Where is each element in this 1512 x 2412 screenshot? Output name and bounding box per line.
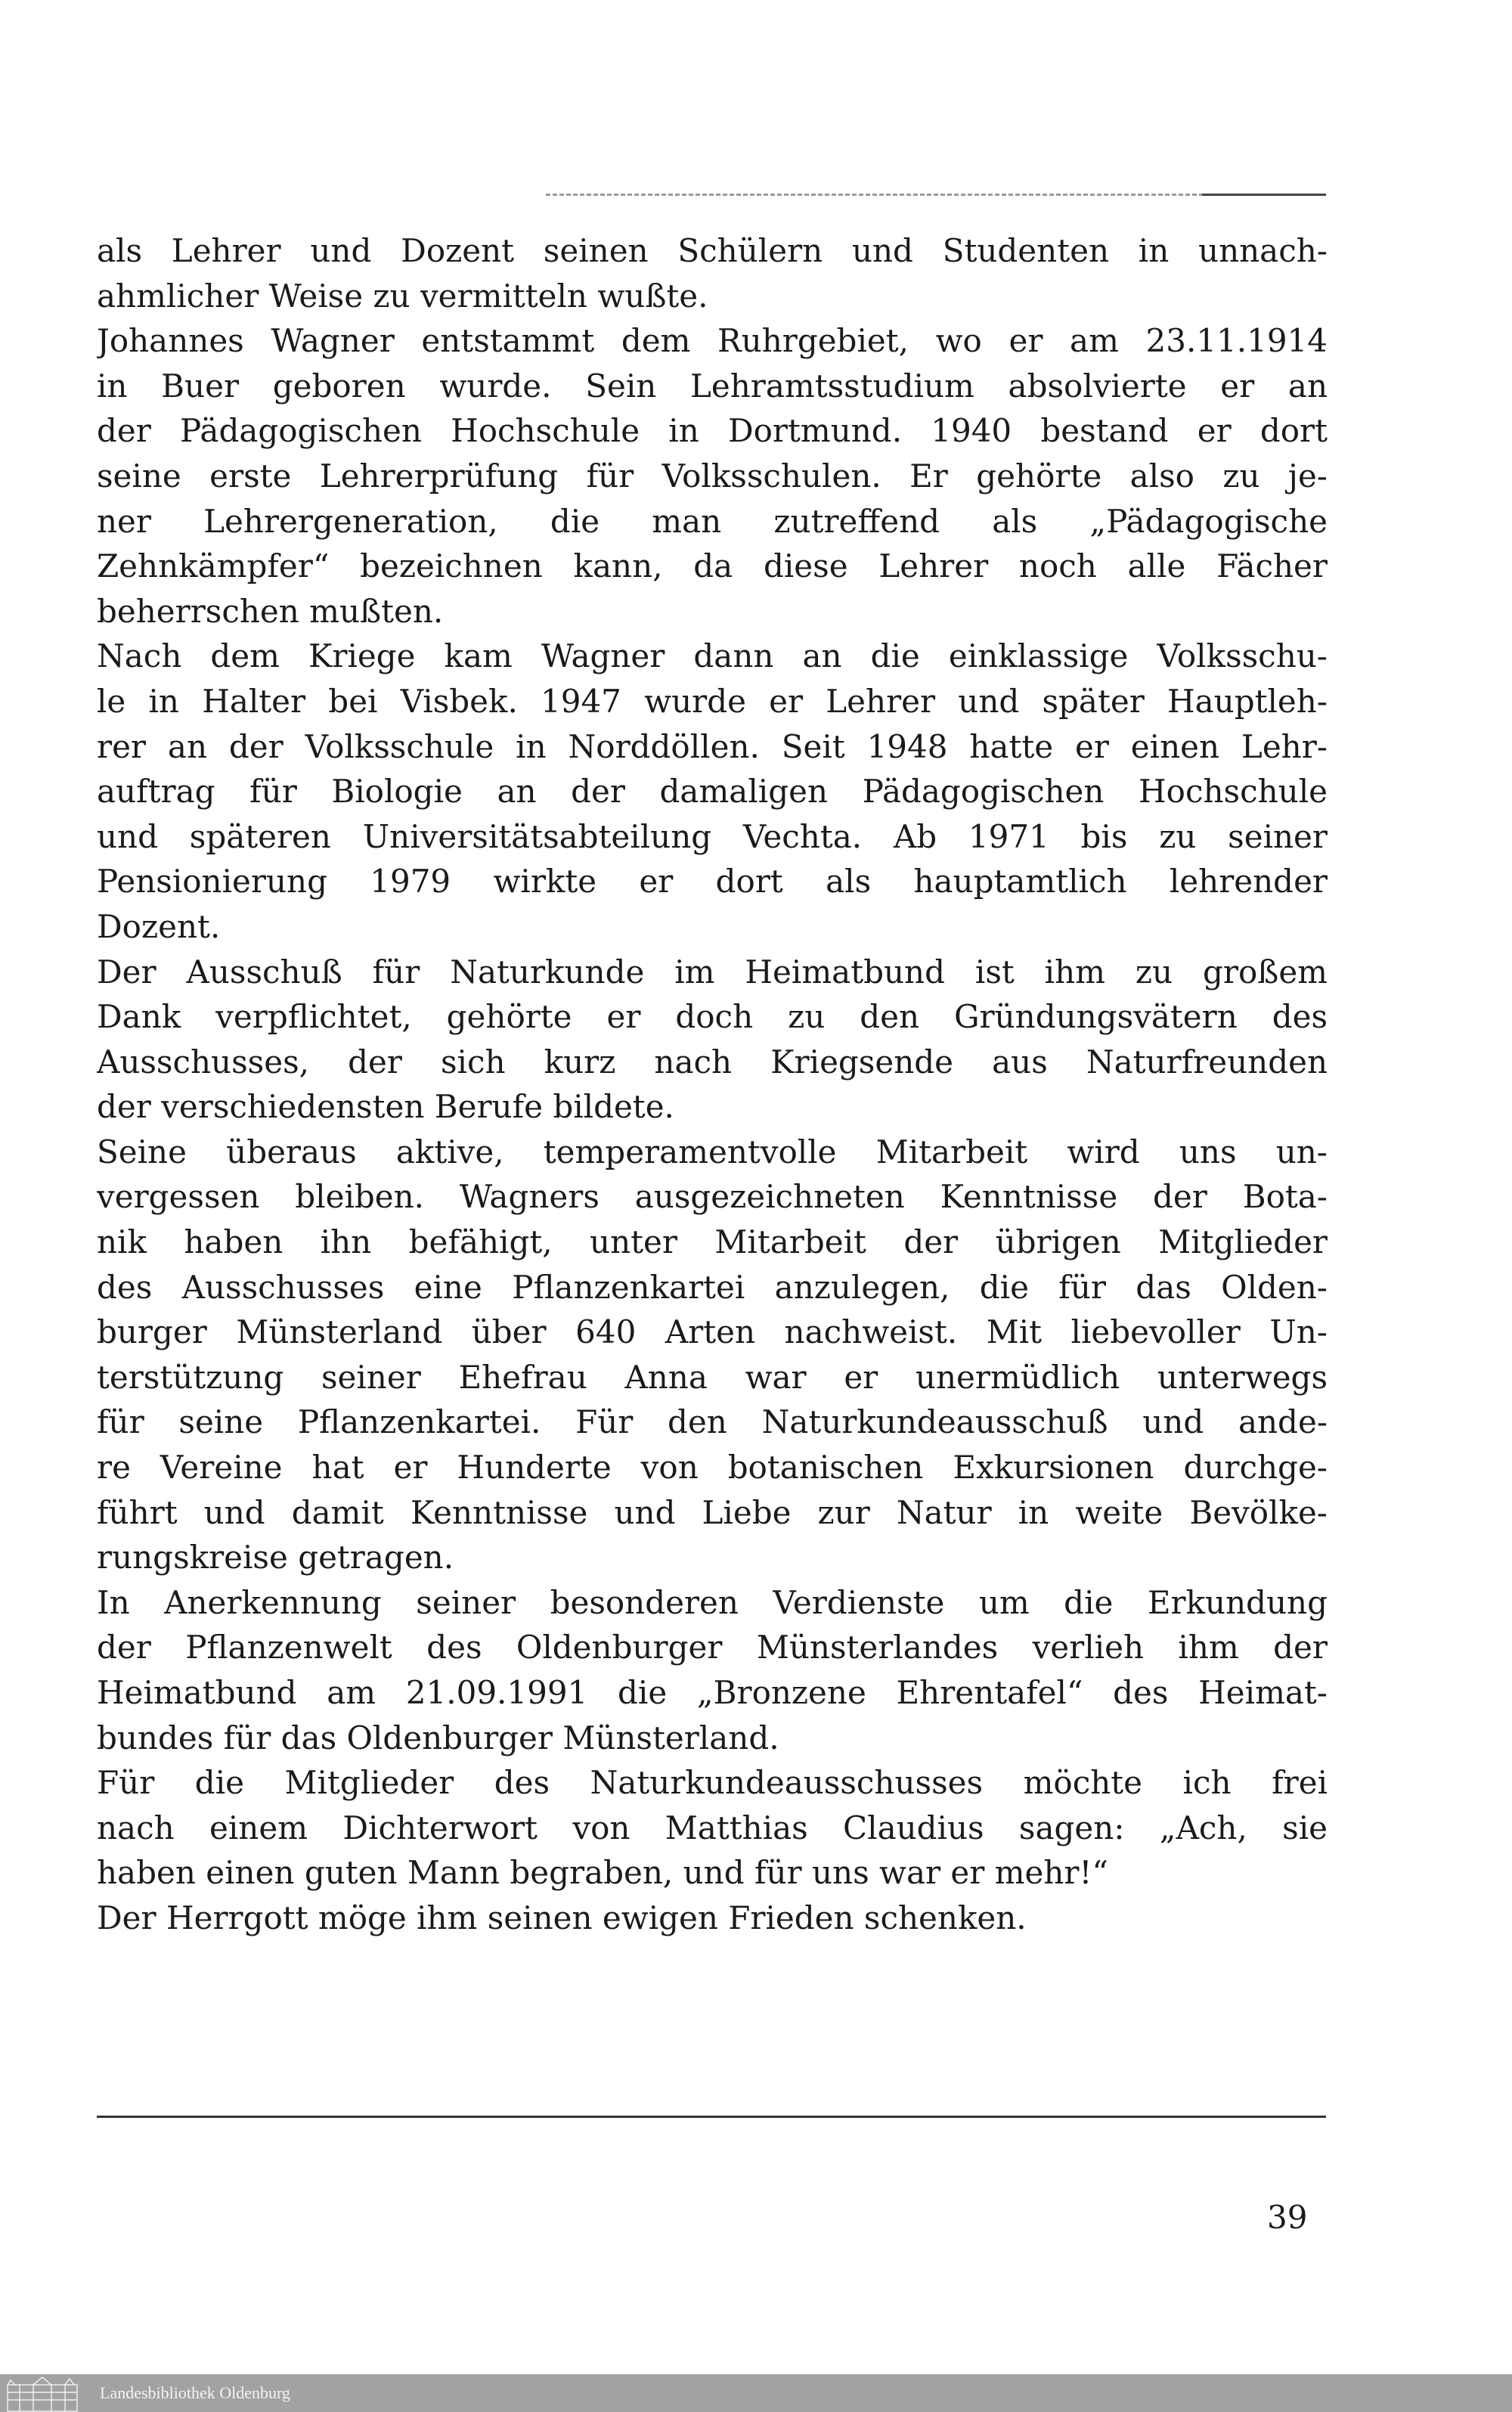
- text-line: Heimatbund am 21.09.1991 die „Bronzene Ehrentafel“ des Heimat-: [97, 1674, 1328, 1711]
- text-line: der verschiedensten Berufe bildete.: [97, 1088, 674, 1126]
- text-line: des Ausschusses eine Pflanzenkartei anzulegen, die für das Olden-: [97, 1268, 1328, 1306]
- library-building-logo: [5, 2376, 80, 2412]
- library-footer-bar: [0, 2374, 1512, 2412]
- text-line: Seine überaus aktive, temperamentvolle Mitarbeit wird uns un-: [97, 1133, 1328, 1170]
- text-line: nik haben ihn befähigt, unter Mitarbeit der übrigen Mitglieder: [97, 1223, 1328, 1261]
- page-number: 39: [1267, 2199, 1308, 2236]
- library-name: Landesbibliothek Oldenburg: [100, 2383, 290, 2402]
- text-line: seine erste Lehrerprüfung für Volksschulen. Er gehörte also zu je-: [97, 457, 1328, 494]
- text-line: re Vereine hat er Hunderte von botanischen Exkursionen durchge-: [97, 1449, 1328, 1487]
- text-line: Der Ausschuß für Naturkunde im Heimatbund ist ihm zu großem: [97, 953, 1328, 991]
- text-line: vergessen bleiben. Wagners ausgezeichneten Kenntnisse der Bota-: [97, 1178, 1328, 1216]
- text-line: nach einem Dichterwort von Matthias Claudius sagen: „Ach, sie: [97, 1809, 1328, 1846]
- text-line: le in Halter bei Visbek. 1947 wurde er Lehrer und später Hauptleh-: [97, 682, 1328, 720]
- text-line: führt und damit Kenntnisse und Liebe zur Natur in weite Bevölke-: [97, 1493, 1328, 1531]
- text-line: beherrschen mußten.: [97, 592, 444, 630]
- text-line: rer an der Volksschule in Norddöllen. Seit 1948 hatte er einen Lehr-: [97, 727, 1328, 765]
- text-line: ner Lehrergeneration, die man zutreffend als „Pädagogische: [97, 502, 1328, 540]
- text-line: Der Herrgott möge ihm seinen ewigen Frieden schenken.: [97, 1899, 1027, 1936]
- text-line: Dank verpflichtet, gehörte er doch zu den Gründungsvätern des: [97, 998, 1328, 1036]
- text-line: Für die Mitglieder des Naturkundeausschusses möchte ich frei: [97, 1764, 1328, 1802]
- text-line: Dozent.: [97, 907, 221, 945]
- text-line: in Buer geboren wurde. Sein Lehramtsstudium absolvierte er an: [97, 367, 1328, 405]
- text-line: burger Münsterland über 640 Arten nachweist. Mit liebevoller Un-: [97, 1313, 1328, 1351]
- text-line: und späteren Universitätsabteilung Vechta. Ab 1971 bis zu seiner: [97, 817, 1328, 855]
- text-line: Nach dem Kriege kam Wagner dann an die einklassige Volksschu-: [97, 637, 1328, 675]
- text-line: auftrag für Biologie an der damaligen Pädagogischen Hochschule: [97, 773, 1328, 811]
- text-line: haben einen guten Mann begraben, und für uns war er mehr!“: [97, 1854, 1108, 1892]
- body-text: [97, 228, 1328, 1941]
- text-line: terstützung seiner Ehefrau Anna war er unermüdlich unterwegs: [97, 1358, 1328, 1396]
- text-line: Johannes Wagner entstammt dem Ruhrgebiet, wo er am 23.11.1914: [97, 322, 1328, 360]
- text-line: für seine Pflanzenkartei. Für den Naturkundeausschuß und ande-: [97, 1403, 1328, 1441]
- text-line: ahmlicher Weise zu vermitteln wußte.: [97, 277, 708, 315]
- text-line: Ausschusses, der sich kurz nach Kriegsende aus Naturfreunden: [97, 1043, 1328, 1080]
- text-line: Pensionierung 1979 wirkte er dort als hauptamtlich lehrender: [97, 863, 1328, 901]
- text-line: In Anerkennung seiner besonderen Verdienste um die Erkundung: [97, 1583, 1328, 1621]
- text-line: der Pflanzenwelt des Oldenburger Münsterlandes verlieh ihm der: [97, 1629, 1328, 1666]
- top-rule-segment: [1202, 194, 1326, 196]
- text-line: bundes für das Oldenburger Münsterland.: [97, 1719, 779, 1756]
- text-line: Zehnkämpfer“ bezeichnen kann, da diese Lehrer noch alle Fächer: [97, 547, 1328, 585]
- bottom-rule: [97, 2116, 1326, 2118]
- text-line: der Pädagogischen Hochschule in Dortmund. 1940 bestand er dort: [97, 412, 1328, 450]
- text-line: als Lehrer und Dozent seinen Schülern und Studenten in unnach-: [97, 232, 1328, 269]
- text-line: rungskreise getragen.: [97, 1539, 454, 1576]
